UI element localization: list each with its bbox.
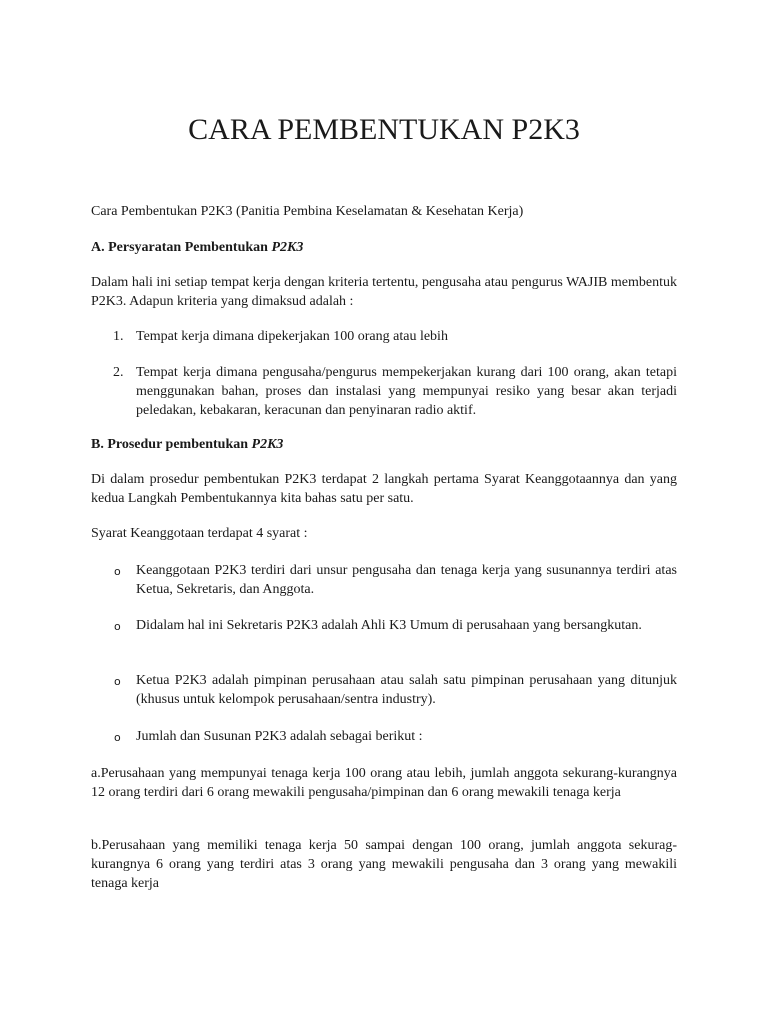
list-item-text: Tempat kerja dimana pengusaha/pengurus mempekerjakan kurang dari 100 orang, akan tetapi menggunakan bahan, proses dan instalasi yang mempunyai resiko yang besar akan terjadi peledakan, kebakaran, keracunan dan penyinaran radio aktif. [136,365,677,418]
bullet-marker: o [114,731,121,744]
bullet-marker: o [114,620,121,633]
list-number: 2. [113,365,124,380]
section-a-heading-em: P2K3 [271,240,304,255]
bullet-text: Didalam hal ini Sekretaris P2K3 adalah Ahli K3 Umum di perusahaan yang bersangkutan. [136,618,642,633]
syarat-intro: Syarat Keanggotaan terdapat 4 syarat : [91,526,308,541]
intro-paragraph: Cara Pembentukan P2K3 (Panitia Pembina Keselamatan & Kesehatan Kerja) [91,204,524,219]
document-title: CARA PEMBENTUKAN P2K3 [188,113,580,146]
section-a-paragraph: Dalam hali ini setiap tempat kerja dengan kriteria tertentu, pengusaha atau pengurus WAJIB membentuk P2K3. Adapun kriteria yang dimaksud adalah : [91,275,677,309]
section-b-heading-em: P2K3 [251,437,284,452]
section-a-heading-text: A. Persyaratan Pembentukan [91,240,272,255]
bullet-text: Keanggotaan P2K3 terdiri dari unsur pengusaha dan tenaga kerja yang susunannya terdiri atas Ketua, Sekretaris, dan Anggota. [136,563,677,597]
section-a-heading [91,238,303,257]
list-item-text: Tempat kerja dimana dipekerjakan 100 orang atau lebih [136,329,448,344]
bullet-marker: o [114,565,121,578]
bullet-text: Ketua P2K3 adalah pimpinan perusahaan atau salah satu pimpinan perusahaan yang ditunjuk (khusus untuk kelompok perusahaan/sentra industry). [136,673,677,707]
section-b-heading [91,435,283,454]
section-b-heading-text: B. Prosedur pembentukan [91,437,252,452]
section-b-paragraph: Di dalam prosedur pembentukan P2K3 terdapat 2 langkah pertama Syarat Keanggotaannya dan yang kedua Langkah Pembentukannya kita bahas satu per satu. [91,472,677,506]
bullet-marker: o [114,675,121,688]
paragraph-b: b.Perusahaan yang memiliki tenaga kerja 50 sampai dengan 100 orang, jumlah anggota sekurag-kurangnya 6 orang yang terdiri atas 3 orang yang mewakili pengusaha dan 3 orang yang mewakili tenaga kerja [91,838,677,891]
list-number: 1. [113,329,124,344]
paragraph-a: a.Perusahaan yang mempunyai tenaga kerja 100 orang atau lebih, jumlah anggota sekurang-kurangnya 12 orang terdiri dari 6 orang mewakili pengusaha/pimpinan dan 6 orang mewakili tenaga kerja [91,766,677,800]
bullet-text: Jumlah dan Susunan P2K3 adalah sebagai berikut : [136,729,423,744]
